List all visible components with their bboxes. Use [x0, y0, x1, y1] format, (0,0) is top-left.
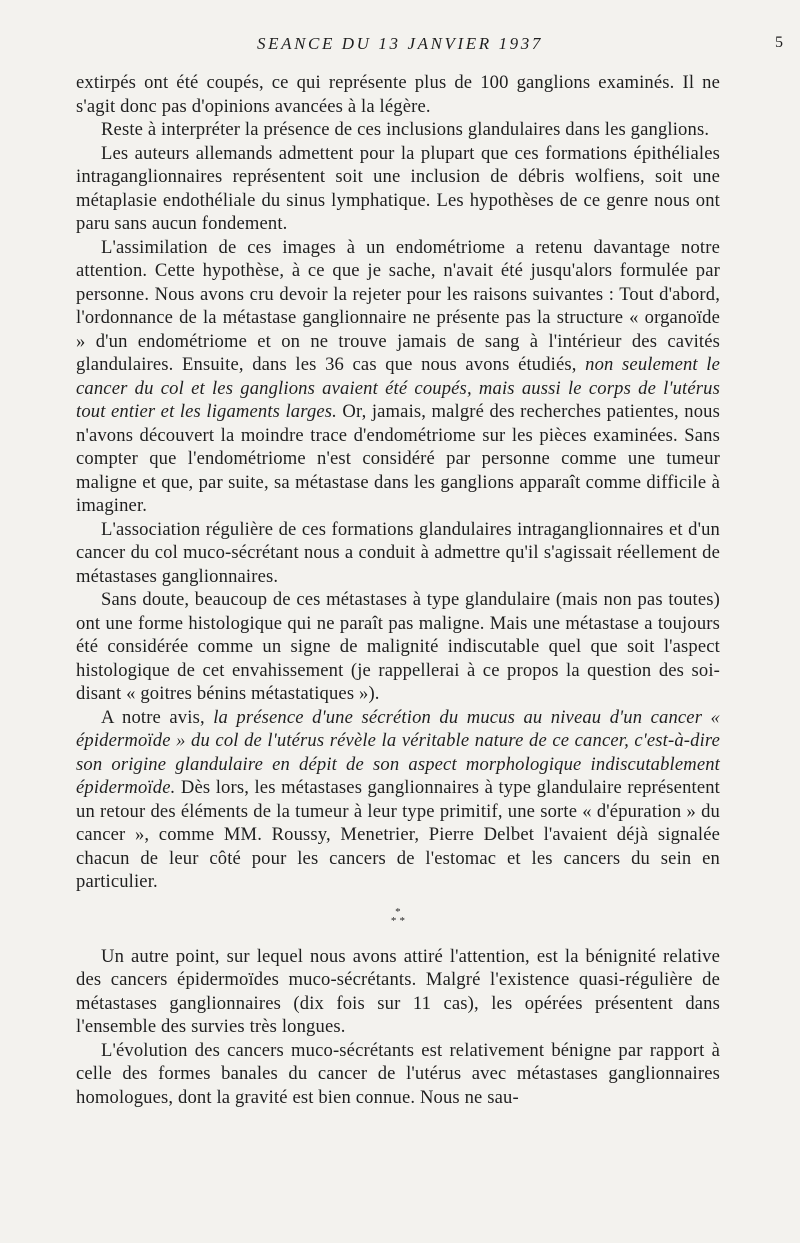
text-run: Les auteurs allemands admettent pour la plupart que ces formations épithéliales intraganglionnaires représentent soit une inclusion de débris wolfiens, soit une métaplasie endothéliale du sinus lymphatique. Les hypothèses de ce genre nous ont paru sans aucun fondement. [76, 142, 720, 234]
paragraphs-after-separator [76, 945, 720, 1110]
italic-text-run: non seulement le cancer du col et les ganglions avaient été coupés, mais aussi le corps de l'utérus tout entier et les ligaments larges. [76, 354, 720, 422]
body-text [76, 71, 720, 1109]
text-run: Dès lors, les métastases ganglionnaires à type glandulaire représentent un retour des éléments de la tumeur à leur type primitif, une sorte « d'épuration » du cancer », comme MM. Roussy, Menetrier, Pierre Delbet l'avaient déjà signalée chacun de leur côté pour les cancers de l'estomac et les cancers du sein en particulier. [76, 777, 720, 892]
separator-stars-bottom: * * [390, 914, 406, 927]
text-run: extirpés ont été coupés, ce qui représente plus de 100 ganglions examinés. Il ne s'agit donc pas d'opinions avancées à la légère. [76, 72, 720, 117]
paragraph [76, 236, 720, 518]
paragraph [76, 518, 720, 589]
paragraph [76, 588, 720, 706]
paragraph [76, 142, 720, 236]
paragraph [76, 1039, 720, 1110]
page-number: 5 [775, 34, 783, 51]
text-run: L'évolution des cancers muco-sécrétants est relativement bénigne par rapport à celle des formes banales du cancer de l'utérus avec métastases ganglionnaires homologues, dont la gravité est bien connue. Nous ne sau- [76, 1039, 720, 1108]
page-header [0, 34, 800, 58]
text-run: L'assimilation de ces images à un endométriome a retenu davantage notre attention. Cette hypothèse, à ce que je sache, n'avait été jusqu'alors formulée par personne. Nous avons cru devoir la rejeter pour les raisons suivantes : Tout d'abord, l'ordonnance de la métastase ganglionnaire ne présente pas la structure « organoïde » d'un endométriome et on ne trouve jamais de sang à l'intérieur des cavités glandulaires. Ensuite, dans les 36 cas que nous avons étudiés, [76, 236, 720, 375]
text-run: Or, jamais, malgré des recherches patientes, nous n'avons découvert la moindre trace d'endométriome sur les pièces examinées. Sans compter que l'endométriome n'est considéré par personne comme une tumeur maligne et que, par suite, sa métastase dans les ganglions apparaît comme difficile à imaginer. [76, 401, 720, 516]
running-title: SEANCE DU 13 JANVIER 1937 [257, 34, 543, 53]
paragraph [76, 71, 720, 118]
text-run: A notre avis, [101, 706, 214, 728]
text-run: L'association régulière de ces formations glandulaires intraganglionnaires et d'un cancer du col muco-sécrétant nous a conduit à admettre qu'il s'agissait réellement de métastases ganglionnaires. [76, 518, 720, 587]
text-run: Un autre point, sur lequel nous avons attiré l'attention, est la bénignité relative des cancers épidermoïdes muco-sécrétants. Malgré l'existence quasi-régulière de métastases ganglionnaires (dix fois sur 11 cas), les opérées présentent dans l'ensemble des survies très longues. [76, 945, 720, 1037]
section-separator [76, 905, 720, 927]
text-run: Reste à interpréter la présence de ces inclusions glandulaires dans les ganglions. [101, 119, 710, 140]
text-run: Sans doute, beaucoup de ces métastases à type glandulaire (mais non pas toutes) ont une forme histologique qui ne paraît pas maligne. Mais une métastase a toujours été considérée comme un signe de malignité indiscutable quel que soit l'aspect histologique de cet envahissement (je rappellerai à ce propos la question des soi-disant « goitres bénins métastatiques »). [76, 589, 720, 704]
paragraph [76, 945, 720, 1039]
paragraphs-before-separator [76, 71, 720, 894]
italic-text-run: la présence d'une sécrétion du mucus au niveau d'un cancer « épidermoïde » du col de l'utérus révèle la véritable nature de ce cancer, c'est-à-dire son origine glandulaire en dépit de son aspect morphologique indiscutablement épidermoïde. [76, 706, 720, 798]
separator-star-top: * [395, 905, 401, 918]
paragraph [76, 118, 720, 142]
paragraph [76, 706, 720, 894]
